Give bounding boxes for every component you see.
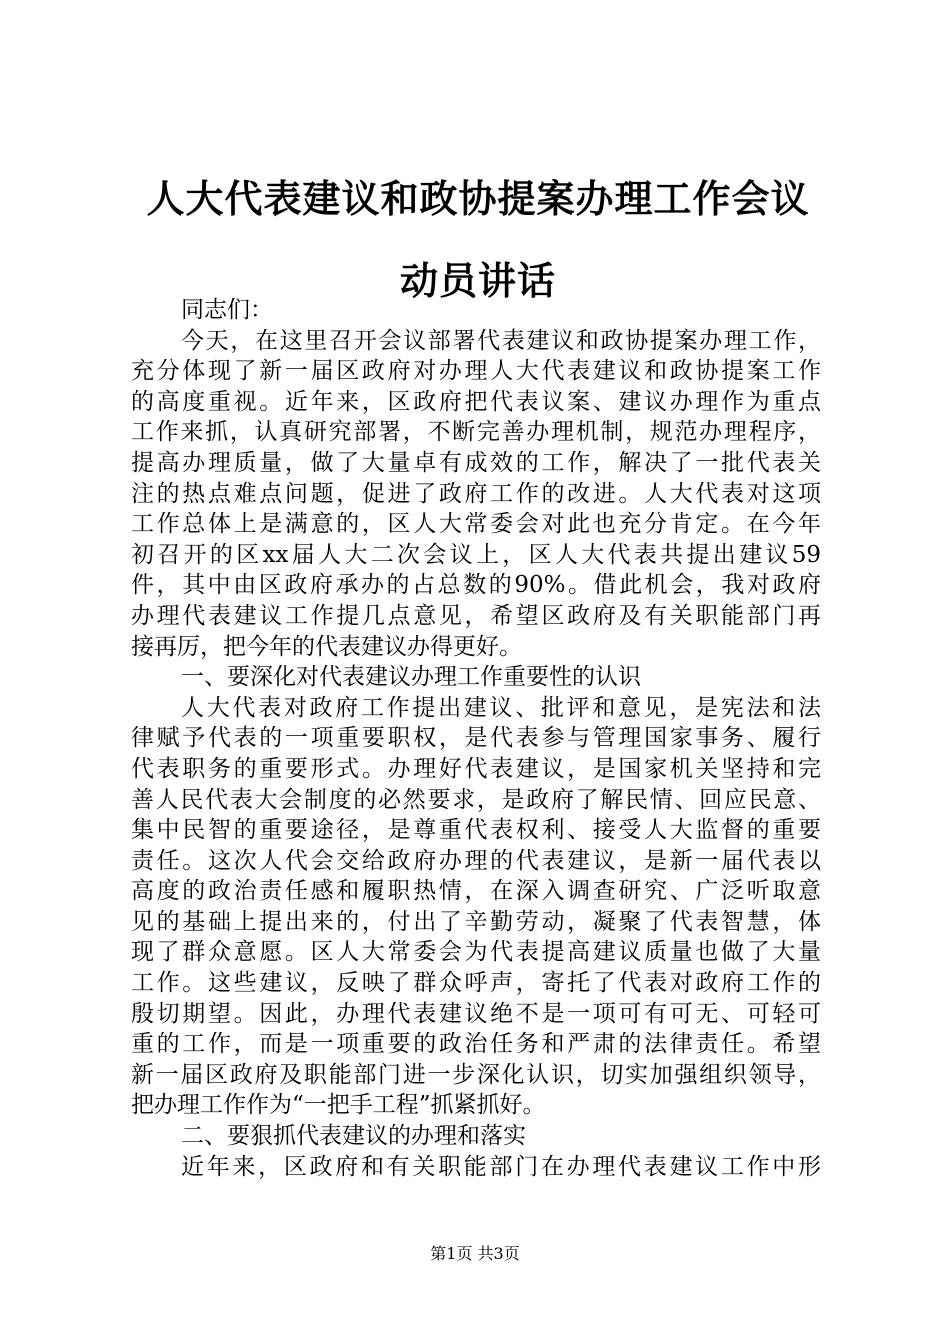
body-line: 初召开的区xx届人大二次会议上，区人大代表共提出建议59 <box>131 541 821 568</box>
body-line: 责任。这次人代会交给政府办理的代表建议，是新一届代表以 <box>131 847 821 874</box>
body-line: 代表职务的重要形式。办理好代表建议，是国家机关坚持和完 <box>131 755 821 782</box>
section-heading-2: 二、要狠抓代表建议的办理和落实 <box>181 1123 526 1150</box>
body-line: 注的热点难点问题，促进了政府工作的改进。人大代表对这项 <box>131 480 821 507</box>
body-line: 见的基础上提出来的，付出了辛勤劳动，凝聚了代表智慧，体 <box>131 908 821 935</box>
body-line: 新一届区政府及职能部门进一步深化认识，切实加强组织领导， <box>131 1061 821 1088</box>
body-line: 人大代表对政府工作提出建议、批评和意见，是宪法和法 <box>181 694 821 721</box>
body-line: 办理代表建议工作提几点意见，希望区政府及有关职能部门再 <box>131 602 821 629</box>
body-line: 今天，在这里召开会议部署代表建议和政协提案办理工作， <box>181 327 821 354</box>
body-line: 善人民代表大会制度的必然要求，是政府了解民情、回应民意、 <box>131 786 821 813</box>
section-heading-1: 一、要深化对代表建议办理工作重要性的认识 <box>181 664 641 691</box>
body-line: 工作。这些建议，反映了群众呼声，寄托了代表对政府工作的 <box>131 970 821 997</box>
body-line: 工作总体上是满意的，区人大常委会对此也充分肯定。在今年 <box>131 511 821 538</box>
body-line: 重的工作，而是一项重要的政治任务和严肃的法律责任。希望 <box>131 1031 821 1058</box>
body-line: 殷切期望。因此，办理代表建议绝不是一项可有可无、可轻可 <box>131 1000 821 1027</box>
body-line: 律赋予代表的一项重要职权，是代表参与管理国家事务、履行 <box>131 725 821 752</box>
body-line: 工作来抓，认真研究部署，不断完善办理机制，规范办理程序， <box>131 419 821 446</box>
body-line: 近年来，区政府和有关职能部门在办理代表建议工作中形 <box>181 1153 821 1180</box>
body-line: 现了群众意愿。区人大常委会为代表提高建议质量也做了大量 <box>131 939 821 966</box>
body-line: 接再厉，把今年的代表建议办得更好。 <box>131 633 522 660</box>
body-line: 的高度重视。近年来，区政府把代表议案、建议办理作为重点 <box>131 388 821 415</box>
body-line: 集中民智的重要途径，是尊重代表权利、接受人大监督的重要 <box>131 817 821 844</box>
salutation-line: 同志们： <box>181 297 273 323</box>
body-line: 提高办理质量，做了大量卓有成效的工作，解决了一批代表关 <box>131 449 821 476</box>
page-footer: 第1页 共3页 <box>430 1244 520 1263</box>
body-line: 把办理工作作为“一把手工程”抓紧抓好。 <box>131 1092 546 1119</box>
body-line: 高度的政治责任感和履职热情，在深入调查研究、广泛听取意 <box>131 878 821 905</box>
body-line: 充分体现了新一届区政府对办理人大代表建议和政协提案工作 <box>131 358 821 385</box>
document-title: 人大代表建议和政协提案办理工作会议动员讲话 <box>146 176 810 303</box>
document-body <box>131 295 821 1182</box>
body-line: 件，其中由区政府承办的占总数的90%。借此机会，我对政府 <box>131 572 821 599</box>
